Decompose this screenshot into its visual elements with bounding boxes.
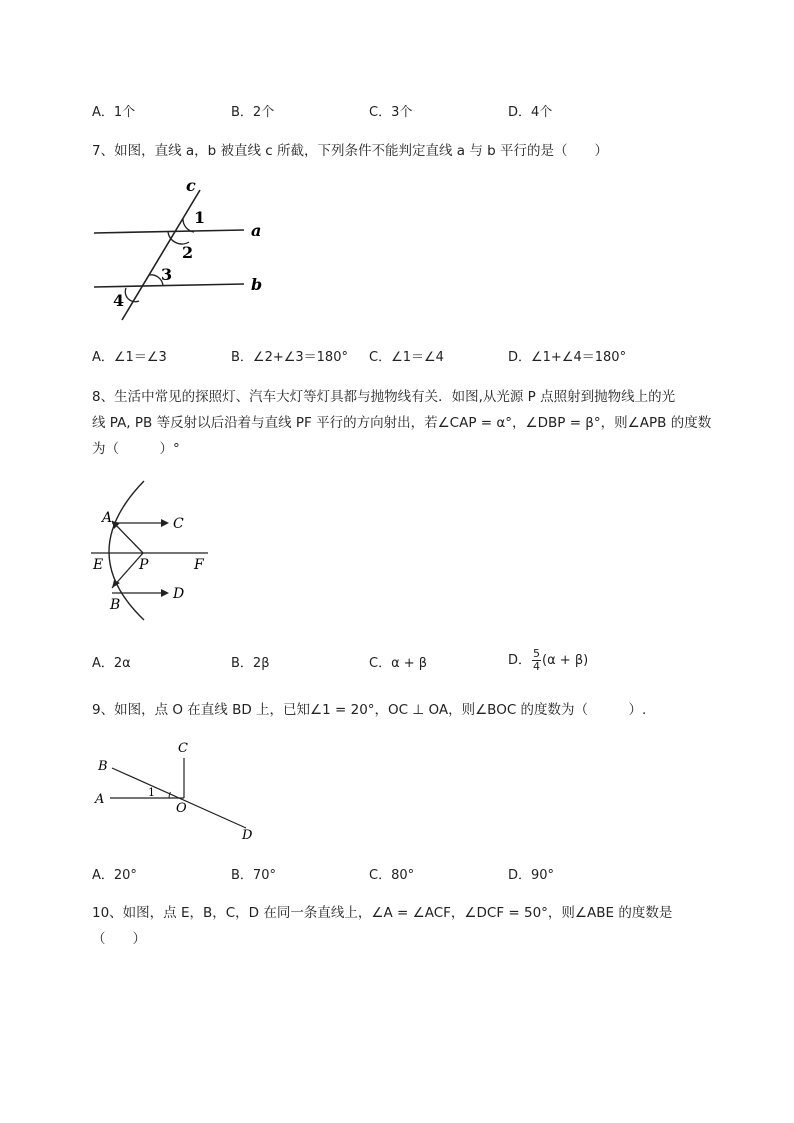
label-A: A (102, 510, 113, 526)
label-c: c (186, 176, 196, 195)
fraction-5-4: $\frac{5}{4}$ (533, 647, 541, 673)
q8-line-1: 8、生活中常见的探照灯、汽车大灯等灯具都与抛物线有关．如图,从光源 P 点照射到抛物线上的光 (92, 389, 676, 405)
q9-text: 9、如图，点 O 在直线 BD 上，已知∠1 = 20°，OC ⊥ OA，则∠BOC 的度数为（ ）. (92, 702, 647, 718)
q9-option-b[interactable]: B．70° (231, 868, 276, 883)
label-P: P (139, 557, 149, 573)
q8-line-3: 为（ ）° (92, 441, 180, 457)
q6-option-d[interactable]: D．4个 (508, 105, 553, 120)
label-E: E (93, 557, 104, 573)
angle-arc-1 (169, 792, 170, 798)
q6-option-c[interactable]: C．3个 (369, 105, 413, 120)
q7-text: 7、如图，直线 a，b 被直线 c 所截，下列条件不能判定直线 a 与 b 平行的是（ ） (92, 143, 609, 159)
label-2: 2 (182, 243, 194, 262)
q8-option-b[interactable]: B．2β (231, 656, 270, 671)
q8-figure (88, 478, 218, 623)
q7-option-c[interactable]: C．∠1＝∠4 (369, 350, 444, 365)
label-O: O (176, 801, 187, 816)
label-4: 4 (113, 291, 125, 310)
label-C: C (173, 516, 184, 532)
line-b (94, 284, 244, 287)
q8-option-a[interactable]: A．2α (92, 656, 131, 671)
line-a (94, 230, 244, 233)
label-b: b (251, 275, 263, 294)
arrowhead-d (161, 589, 169, 597)
q7-option-b[interactable]: B．∠2+∠3＝180° (231, 350, 348, 365)
q10-line-1: 10、如图，点 E，B，C，D 在同一条直线上，∠A = ∠ACF，∠DCF = 50°，则∠ABE 的度数是 (92, 905, 673, 921)
label-B: B (110, 597, 121, 613)
label-B: B (98, 759, 108, 774)
q8-option-d[interactable] (508, 648, 588, 673)
q8-option-d-label: D． (508, 653, 532, 668)
q6-option-b[interactable]: B．2个 (231, 105, 275, 120)
label-A: A (95, 792, 105, 807)
q10-line-2: （ ） (92, 931, 146, 947)
q7-option-d[interactable]: D．∠1+∠4＝180° (508, 350, 627, 365)
q9-figure (88, 736, 268, 846)
q8-option-c[interactable]: C．α + β (369, 656, 428, 671)
q9-option-d[interactable]: D．90° (508, 868, 555, 883)
q7-figure (88, 176, 278, 326)
label-D: D (242, 828, 253, 843)
q8-line-2: 线 PA, PB 等反射以后沿着与直线 PF 平行的方向射出，若∠CAP = α°，∠DBP = β°，则∠APB 的度数 (92, 415, 712, 431)
label-C: C (178, 741, 188, 756)
label-1: 1 (194, 208, 206, 227)
label-a: a (251, 221, 262, 240)
label-F: F (194, 557, 204, 573)
angle-arc-1 (183, 219, 194, 232)
q9-option-a[interactable]: A．20° (92, 868, 137, 883)
q7-option-a[interactable]: A．∠1＝∠3 (92, 350, 167, 365)
label-3: 3 (161, 265, 173, 284)
q9-option-c[interactable]: C．80° (369, 868, 415, 883)
label-1: 1 (148, 786, 155, 799)
q6-option-a[interactable]: A．1个 (92, 105, 136, 120)
label-D: D (173, 586, 185, 602)
q8-option-d-tail: (α + β) (542, 653, 589, 668)
arrowhead-c (161, 519, 169, 527)
